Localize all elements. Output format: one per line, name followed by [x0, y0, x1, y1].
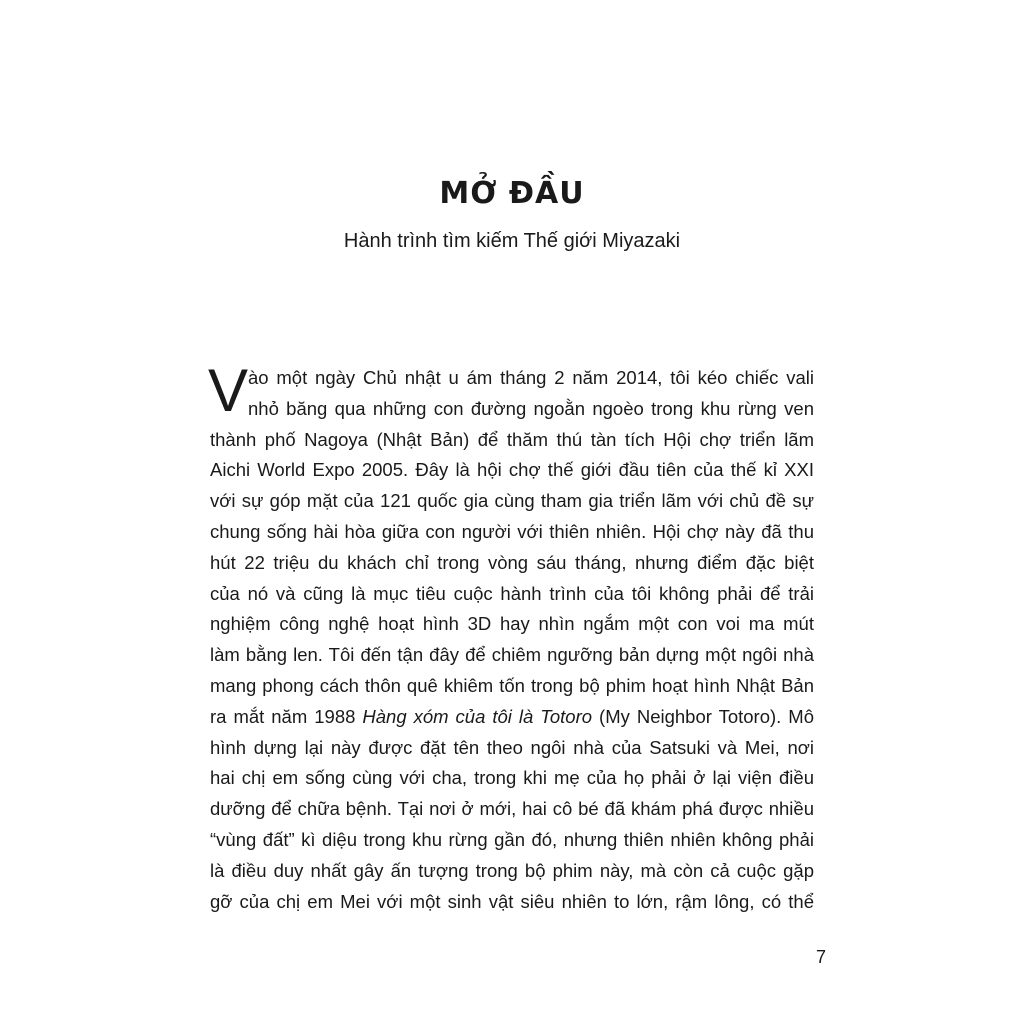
text-line: chung sống hài hòa giữa con người với thiên nhiên. Hội chợ này đã thu: [210, 520, 814, 542]
text-line: Aichi World Expo 2005. Đây là hội chợ thế giới đầu tiên của thế kỉ XXI: [210, 459, 814, 481]
text-line: hình dựng lại này được đặt tên theo ngôi nhà của Satsuki và Mei, nơi: [210, 736, 814, 758]
text-line: [210, 702, 814, 733]
text-line: của nó và cũng là mục tiêu cuộc hành trình của tôi không phải để trải: [210, 582, 814, 604]
text-line: ào một ngày Chủ nhật u ám tháng 2 năm 2014, tôi kéo chiếc vali: [248, 367, 814, 388]
text-line: nghiệm công nghệ hoạt hình 3D hay nhìn ngắm một con voi ma mút: [210, 613, 814, 635]
text-line: là điều duy nhất gây ấn tượng trong bộ phim này, mà còn cả cuộc gặp: [210, 859, 814, 881]
text-line: “vùng đất” kì diệu trong khu rừng gần đó, nhưng thiên nhiên không phải: [210, 828, 814, 850]
text-line: hai chị em sống cùng với cha, trong khi mẹ của họ phải ở lại viện điều: [210, 767, 814, 789]
drop-cap: V: [208, 357, 249, 424]
text-line: dưỡng để chữa bệnh. Tại nơi ở mới, hai cô bé đã khám phá được nhiều: [210, 798, 814, 820]
chapter-subtitle: Hành trình tìm kiếm Thế giới Miyazaki: [343, 230, 681, 252]
body-paragraph: [208, 357, 814, 917]
text-line: nhỏ băng qua những con đường ngoằn ngoèo trong khu rừng ven: [248, 397, 814, 419]
chapter-title: MỞ ĐẦU: [439, 176, 585, 211]
text-line: gỡ của chị em Mei với một sinh vật siêu nhiên to lớn, rậm lông, có thể: [210, 890, 814, 912]
text-line: hút 22 triệu du khách chỉ trong vòng sáu tháng, nhưng điểm đặc biệt: [210, 551, 814, 573]
film-title-italic: Hàng xóm của tôi là Totoro: [362, 705, 593, 727]
text-segment: (My Neighbor Totoro). Mô: [592, 705, 814, 727]
text-segment: ra mắt năm 1988: [210, 705, 363, 727]
text-line: làm bằng len. Tôi đến tận đây để chiêm ngưỡng bản dựng một ngôi nhà: [210, 644, 814, 666]
text-line: thành phố Nagoya (Nhật Bản) để thăm thú tàn tích Hội chợ triển lãm: [210, 428, 814, 450]
page-number: 7: [815, 947, 826, 967]
text-line: mang phong cách thôn quê khiêm tốn trong bộ phim hoạt hình Nhật Bản: [210, 674, 814, 696]
text-line: với sự góp mặt của 121 quốc gia cùng tham gia triển lãm với chủ đề sự: [210, 490, 814, 512]
